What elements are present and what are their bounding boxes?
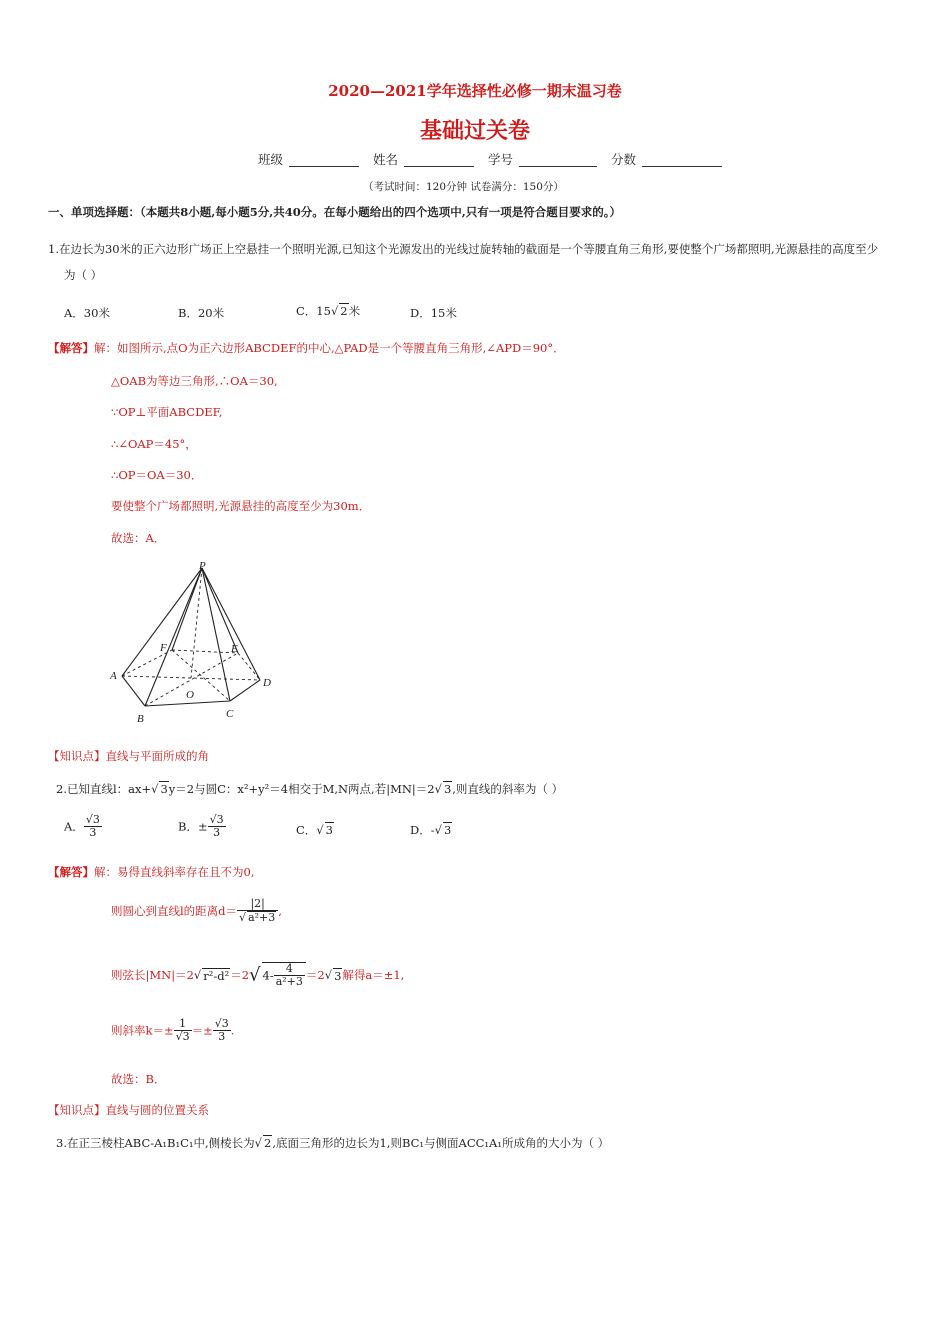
- exam-info: （考试时间：120分钟 试卷满分：150分）: [363, 181, 564, 193]
- q2-stem: 2.已知直线l：ax+√ 3y＝2与圆C：x²+y²＝4相交于M,N两点,若|MN|＝2√ 3,则直线的斜率为（ ）: [56, 782, 564, 796]
- edge-FE-hidden: [172, 650, 238, 653]
- label-E: E: [231, 643, 238, 655]
- class-blank[interactable]: [289, 154, 359, 167]
- q1-solution-line-4: ∴∠OAP＝45°，: [111, 437, 197, 451]
- q2-option-a: A． $\frac{√3}{3}$: [64, 813, 100, 840]
- q3-stem: 3.在正三棱柱ABC-A₁B₁C₁中,侧棱长为√ 2,底面三角形的边长为1,则BC₁与侧面ACC₁A₁所成角的大小为（ ）: [56, 1136, 610, 1150]
- label-C: C: [226, 708, 234, 720]
- q1-solution-line-7: 故选：A．: [111, 531, 166, 545]
- q2-solution-line-5: 故选：B．: [111, 1072, 166, 1086]
- edge-PE: [202, 568, 238, 653]
- label-B: B: [137, 713, 144, 725]
- name-blank[interactable]: [404, 154, 474, 167]
- q2-option-d: D．-√ 3: [410, 823, 452, 837]
- q1-solution-line-1: 【解答】解：如图所示,点O为正六边形ABCDEF的中心,△PAD是一个等腰直角三角形,∠APD＝90°．: [48, 341, 565, 355]
- label-D: D: [263, 677, 271, 689]
- label-P: P: [199, 560, 206, 572]
- edge-CD: [230, 680, 260, 701]
- class-label: 班级: [258, 152, 284, 167]
- q1-option-d: D．15米: [410, 306, 457, 320]
- edge-PB: [145, 568, 202, 706]
- score-blank[interactable]: [642, 154, 722, 167]
- q1-solution-line-6: 要使整个广场都照明,光源悬挂的高度至少为30m．: [111, 499, 371, 513]
- q2-solution-line-3: 则弦长|MN|＝2√ r²-d²＝2√ 4- $\frac{4}{\text{a²+3}}$ ＝2√ 3解得a＝±1,: [111, 962, 405, 989]
- exam-title: 2020—2021学年选择性必修一期末温习卷: [328, 82, 622, 100]
- edge-PC: [202, 568, 230, 701]
- q1-option-c: C．15√ 2米: [296, 304, 361, 318]
- q1-solution-line-5: ∴OP＝OA＝30．: [111, 468, 203, 482]
- edge-BC: [145, 701, 230, 706]
- q2-knowledge-point: 【知识点】直线与圆的位置关系: [48, 1103, 209, 1117]
- edge-ED-hidden: [238, 653, 260, 680]
- q1-solution-line-3: ∵OP⊥平面ABCDEF,: [111, 405, 223, 419]
- id-label: 学号: [488, 152, 514, 167]
- q1-option-a: A．30米: [64, 306, 110, 320]
- edge-PA: [122, 568, 202, 676]
- q2-option-c: C．√ 3: [296, 823, 333, 837]
- score-label: 分数: [611, 152, 637, 167]
- q1-stem: 1.在边长为30米的正六边形广场正上空悬挂一个照明光源,已知这个光源发出的光线过旋转轴的截面是一个等腰直角三角形,要使整个广场都照明,光源悬挂的高度至少: [48, 242, 879, 256]
- label-O: O: [186, 689, 194, 701]
- q1-option-b: B．20米: [178, 306, 225, 320]
- student-info-fields: [258, 150, 732, 168]
- label-F: F: [160, 642, 167, 654]
- section-heading: 一、单项选择题：（本题共8小题,每小题5分,共40分。在每小题给出的四个选项中,只有一项是符合题目要求的。）: [48, 205, 622, 219]
- q2-solution-line-4: 则斜率k＝± $\frac{1}{√3}$ ＝± $\frac{√3}{3}$ .: [111, 1017, 235, 1044]
- edge-AB: [122, 676, 145, 706]
- q2-option-b: B．± $\frac{√3}{3}$: [178, 813, 224, 840]
- q1-solution-line-2: △OAB为等边三角形,∴OA＝30,: [111, 374, 278, 388]
- q1-stem-cont: 为（ ）: [64, 268, 103, 282]
- q1-knowledge-point: 【知识点】直线与平面所成的角: [48, 749, 209, 763]
- id-blank[interactable]: [519, 154, 597, 167]
- name-label: 姓名: [373, 152, 399, 167]
- edge-PF: [172, 568, 202, 650]
- q2-solution-line-1: 【解答】解：易得直线斜率存在且不为0,: [48, 865, 255, 879]
- hexagonal-pyramid-figure: [100, 558, 290, 728]
- edge-PD: [202, 568, 260, 680]
- q2-solution-line-2: 则圆心到直线l的距离d＝ $\frac{|2|}{\text{√ a²+3}}$ ,: [111, 897, 282, 925]
- exam-subtitle: 基础过关卷: [419, 118, 530, 144]
- label-A: A: [110, 670, 117, 682]
